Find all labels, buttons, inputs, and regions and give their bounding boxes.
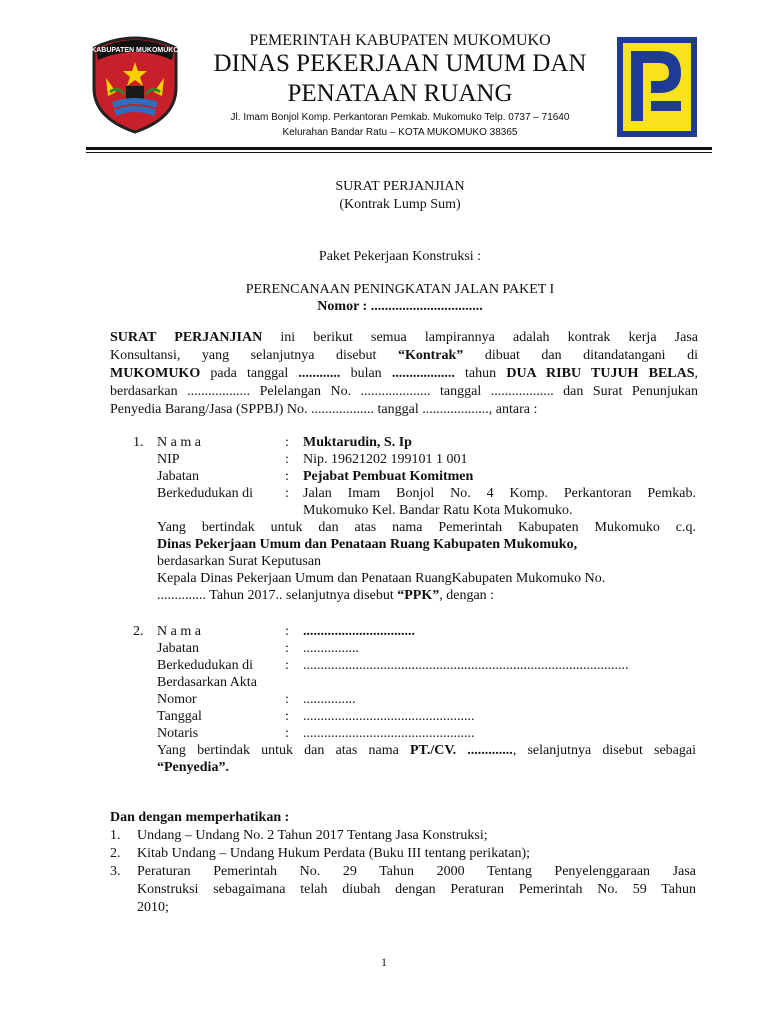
intro-l2a: Konsultansi, yang selanjutnya disebut	[110, 348, 398, 363]
intro-surat: SURAT PERJANJIAN	[110, 330, 263, 345]
logo-text: KABUPATEN MUKOMUKO	[91, 47, 179, 54]
party2-p1a: Yang bertindak untuk dan atas nama	[157, 743, 410, 758]
party2-p1c: , selanjutnya disebut sebagai	[512, 743, 696, 758]
header-address-2: Kelurahan Bandar Ratu – KOTA MUKOMUKO 38365	[282, 127, 518, 138]
party1-address-2: Mukomuko Kel. Bandar Ratu Kota Mukomuko.	[303, 503, 573, 518]
intro-l1-text: ini berikut semua lampirannya adalah kontrak kerja Jasa	[262, 330, 698, 345]
considering-item-1-number: 1.	[110, 828, 121, 843]
party1-para-2: Dinas Pekerjaan Umum dan Penataan Ruang Kabupaten Mukomuko,	[157, 537, 578, 552]
party1-label-nama: N a m a	[157, 435, 201, 450]
party2-value-tanggal: .................................................	[303, 709, 475, 724]
header-address-1: Jl. Imam Bonjol Komp. Perkantoran Pemkab. Mukomuko Telp. 0737 – 71640	[230, 112, 570, 123]
intro-line-3	[110, 366, 698, 382]
party2-colon-nomor: :	[285, 692, 289, 707]
intro-line-4: berdasarkan .................. Pelelangan No. .................... tanggal .................. dan Surat Penunjukan	[110, 384, 698, 399]
page-number: 1	[381, 955, 387, 969]
nomor-text: Nomor : ................................	[317, 299, 483, 314]
party2-ptcv: PT./CV. .............	[409, 743, 513, 758]
intro-line-2	[110, 348, 698, 364]
party2-number: 2.	[133, 624, 144, 639]
party2-colon-tanggal: :	[285, 709, 289, 724]
party1-number: 1.	[133, 435, 144, 450]
intro-mukomuko: MUKOMUKO	[110, 366, 201, 381]
party2-colon-notaris: :	[285, 726, 289, 741]
party2-value-nomor: ...............	[303, 692, 356, 707]
party2-penyedia: “Penyedia”.	[157, 760, 229, 775]
project-name: PERENCANAAN PENINGKATAN JALAN PAKET I	[245, 282, 555, 297]
intro-year-words: DUA RIBU TUJUH BELAS	[506, 366, 695, 381]
intro-l3f: tahun	[454, 366, 507, 381]
party1-value-nip: Nip. 19621202 199101 1 001	[303, 452, 468, 467]
doc-subtitle: (Kontrak Lump Sum)	[339, 197, 461, 212]
party2-para-1	[157, 743, 696, 759]
party2-label-jabatan: Jabatan	[157, 641, 199, 656]
intro-kontrak: “Kontrak”	[397, 348, 464, 363]
party1-para-4: Kepala Dinas Pekerjaan Umum dan Penataan RuangKabupaten Mukomuko No.	[157, 571, 606, 586]
party2-value-notaris: .................................................	[303, 726, 475, 741]
considering-item-1-text: Undang – Undang No. 2 Tahun 2017 Tentang Jasa Konstruksi;	[137, 828, 488, 843]
intro-l3e: ..................	[391, 366, 455, 381]
considering-item-3-text: Peraturan Pemerintah No. 29 Tahun 2000 Tentang Penyelenggaraan Jasa	[137, 864, 696, 879]
party2-label-akta: Berdasarkan Akta	[157, 675, 257, 690]
considering-item-3-line-2: Konstruksi sebagaimana telah diubah dengan Peraturan Pemerintah No. 59 Tahun	[137, 882, 696, 897]
party1-colon-kedudukan: :	[285, 486, 289, 501]
party1-p5a: .............. Tahun 2017.. selanjutnya disebut	[157, 588, 398, 603]
intro-l3d: bulan	[340, 366, 392, 381]
party1-colon-jabatan: :	[285, 469, 289, 484]
considering-item-3-number: 3.	[110, 864, 121, 879]
intro-l3c: ............	[298, 366, 341, 381]
party2-value-nama: ................................	[303, 624, 415, 639]
party2-label-nomor: Nomor	[157, 692, 197, 707]
party2-colon-nama: :	[285, 624, 289, 639]
doc-title: SURAT PERJANJIAN	[335, 179, 465, 194]
header-dept-line2: PENATAAN RUANG	[287, 80, 513, 107]
party1-label-nip: NIP	[157, 452, 180, 467]
considering-item-3-line-3: 2010;	[137, 900, 169, 915]
party1-label-jabatan: Jabatan	[157, 469, 199, 484]
considering-item-2-number: 2.	[110, 846, 121, 861]
header-dept-line1: DINAS PEKERJAAN UMUM DAN	[213, 50, 587, 77]
considering-item-2-text: Kitab Undang – Undang Hukum Perdata (Buku III tentang perikatan);	[137, 846, 531, 861]
party1-p5c: , dengan :	[439, 588, 495, 603]
paket-label: Paket Pekerjaan Konstruksi :	[318, 249, 482, 264]
intro-l3b: pada tanggal	[200, 366, 299, 381]
party1-colon-nama: :	[285, 435, 289, 450]
intro-l3h: ,	[694, 366, 699, 381]
party1-ppk: “PPK”	[397, 588, 440, 603]
logo-kabupaten-mukomuko	[88, 26, 182, 134]
intro-line-1	[110, 330, 698, 346]
header-divider-thin	[86, 152, 712, 153]
party2-label-notaris: Notaris	[157, 726, 199, 741]
party1-colon-nip: :	[285, 452, 289, 467]
header-gov: PEMERINTAH KABUPATEN MUKOMUKO	[249, 32, 551, 49]
logo-pekerjaan-umum	[617, 37, 697, 137]
party1-para-1: Yang bertindak untuk dan atas nama Pemerintah Kabupaten Mukomuko c.q.	[157, 520, 696, 535]
party1-label-kedudukan: Berkedudukan di	[157, 486, 254, 501]
intro-l2c: dibuat dan ditandatangani di	[463, 348, 698, 363]
party1-value-kedudukan: Jalan Imam Bonjol No. 4 Komp. Perkantoran Pemkab.	[303, 486, 696, 501]
party2-label-tanggal: Tanggal	[157, 709, 202, 724]
party2-value-kedudukan: .............................................................................................	[303, 658, 629, 673]
party1-value-nama: Muktarudin, S. Ip	[303, 435, 412, 450]
party1-para-3: berdasarkan Surat Keputusan	[157, 554, 322, 569]
intro-line-5: Penyedia Barang/Jasa (SPPBJ) No. .................. tanggal ..................., antara :	[110, 402, 538, 417]
party2-label-kedudukan: Berkedudukan di	[157, 658, 254, 673]
considering-heading: Dan dengan memperhatikan :	[110, 810, 290, 825]
header-divider	[86, 147, 712, 150]
party2-colon-kedudukan: :	[285, 658, 289, 673]
nomor-line	[100, 299, 700, 315]
party1-value-jabatan: Pejabat Pembuat Komitmen	[303, 469, 474, 484]
party2-colon-jabatan: :	[285, 641, 289, 656]
party1-para-5	[157, 588, 494, 604]
party2-value-jabatan: ................	[303, 641, 359, 656]
party2-label-nama: N a m a	[157, 624, 201, 639]
